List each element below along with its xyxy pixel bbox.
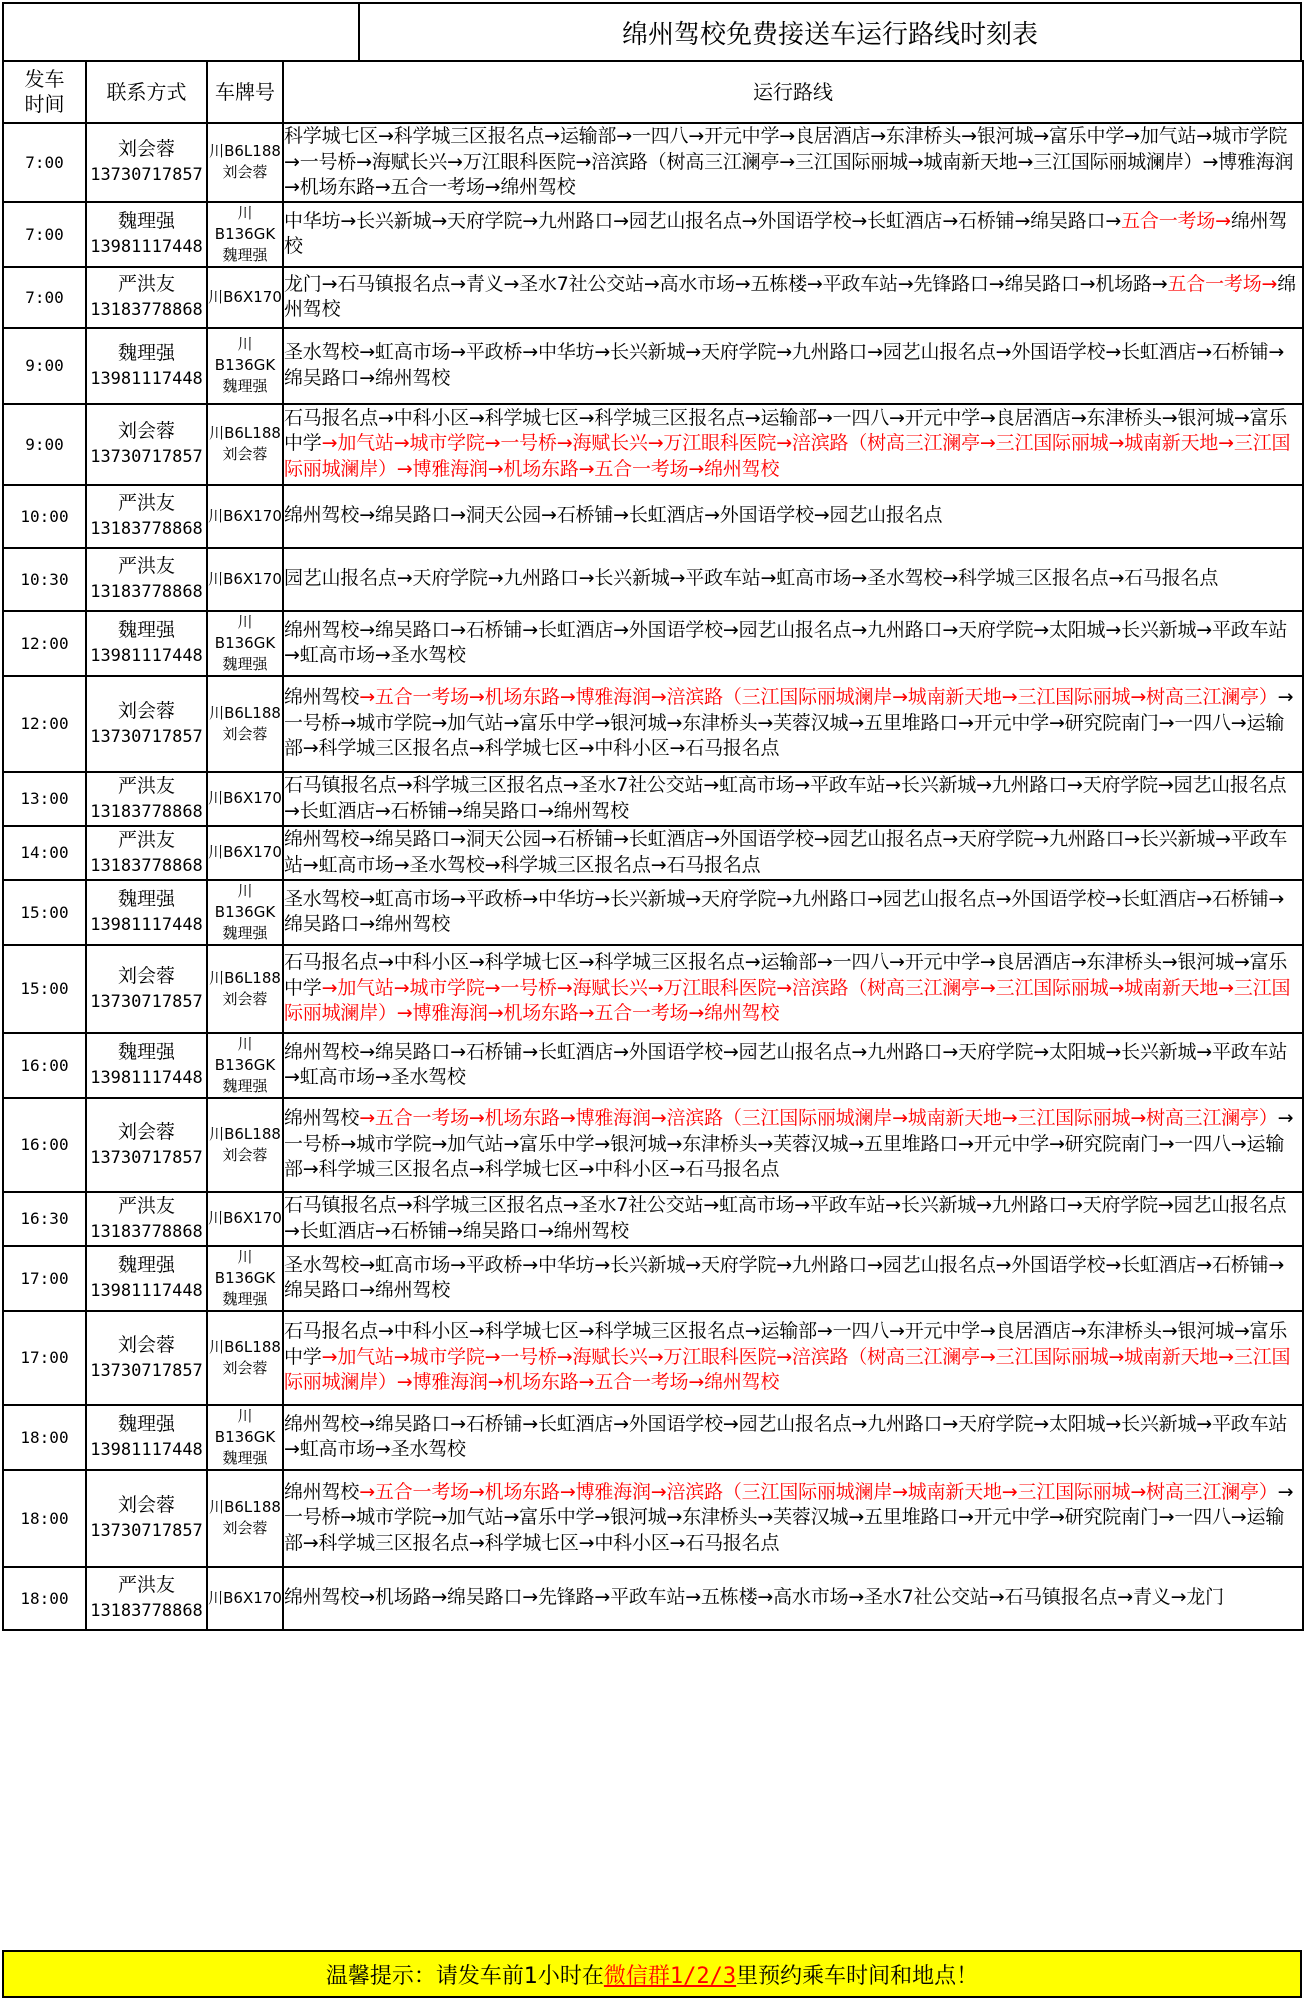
plate-number: 川B6X170 [208, 843, 282, 861]
route-segment: 圣水驾校→虹高市场→平政桥→中华坊→长兴新城→天府学院→九州路口→园艺山报名点→外国语学校→长虹酒店→石桥铺→绵吴路口→绵州驾校 [284, 887, 1285, 935]
plate-number: 川B6L188 [209, 1337, 281, 1356]
plate-number: 川B6L188 [209, 424, 281, 442]
driver-name: 魏理强 [117, 619, 175, 641]
route-cell [283, 202, 1303, 267]
plate-driver-name: 刘会蓉 [222, 163, 268, 182]
route-segment: 石马报名点→中科小区→科学城七区→科学城三区报名点→运输部→一四八→开元中学→良居酒店→东津桥头→银河城→富乐中学 [284, 1320, 1288, 1368]
plate-number: 川B6X170 [208, 569, 282, 588]
plate-driver-name: 刘会蓉 [222, 724, 268, 743]
plate-number: 川B6L188 [209, 703, 281, 722]
header-route: 运行路线 [283, 61, 1303, 123]
plate-cell [207, 880, 283, 945]
plate-driver-name: 魏理强 [222, 1448, 268, 1467]
departure-time: 16:30 [3, 1192, 86, 1246]
driver-name: 严洪友 [117, 555, 175, 577]
contact-cell [86, 1567, 207, 1630]
route-cell [283, 548, 1303, 611]
contact-cell [86, 123, 207, 202]
plate-cell [207, 611, 283, 676]
route-segment: →一号桥→城市学院→加气站→富乐中学→银河城→东津桥头→芙蓉汉城→五里堆路口→开元中学→研究院南门→一四八→运输部→科学城三区报名点→科学城七区→中科小区→石马报名点 [284, 1107, 1294, 1181]
departure-time: 10:00 [3, 485, 86, 548]
route-segment-highlighted: →五合一考场→机场东路→博雅海润→涪滨路（三江国际丽城澜岸→城南新天地→三江国际丽城→树高三江澜亭） [359, 686, 1278, 709]
table-row [3, 328, 1303, 404]
driver-phone: 13730717857 [90, 726, 203, 747]
plate-driver-name: 刘会蓉 [222, 989, 268, 1008]
driver-name: 严洪友 [117, 1574, 175, 1596]
plate-cell [207, 1567, 283, 1630]
driver-name: 严洪友 [117, 774, 175, 797]
driver-name: 刘会蓉 [117, 1120, 175, 1143]
driver-phone: 13730717857 [90, 1147, 203, 1168]
header-time: 发车 时间 [3, 61, 86, 123]
plate-number: 川B6L188 [209, 1124, 281, 1143]
departure-time: 17:00 [3, 1246, 86, 1311]
plate-number: 川B6X170 [208, 1588, 282, 1607]
plate-number: 川B6X170 [208, 789, 282, 807]
plate-number: 川B136GK [214, 335, 276, 374]
driver-phone: 13730717857 [90, 1521, 203, 1541]
footer-notice [2, 1950, 1302, 1998]
driver-name: 魏理强 [117, 1254, 175, 1276]
route-cell [283, 1192, 1303, 1246]
table-row [3, 676, 1303, 772]
contact-cell [86, 202, 207, 267]
departure-time: 10:30 [3, 548, 86, 611]
route-segment-highlighted: 五合一考场→ [1121, 209, 1231, 232]
driver-name: 刘会蓉 [117, 1494, 175, 1516]
plate-cell [207, 267, 283, 328]
plate-cell [207, 548, 283, 611]
plate-cell [207, 404, 283, 485]
driver-phone: 13730717857 [90, 447, 203, 467]
departure-time: 7:00 [3, 123, 86, 202]
route-segment: 龙门→石马镇报名点→青义→圣水7社公交站→高水市场→五栋楼→平政车站→先锋路口→绵吴路口→机场路→ [284, 272, 1168, 295]
driver-phone: 13183778868 [90, 519, 203, 539]
departure-time: 16:00 [3, 1098, 86, 1192]
title-blank-cell [4, 4, 360, 60]
route-segment-highlighted: →加气站→城市学院→一号桥→海赋长兴→万江眼科医院→涪滨路（树高三江澜亭→三江国际丽城→城南新天地→三江国际丽城澜岸）→博雅海润→机场东路→五合一考场→绵州驾校 [284, 432, 1291, 480]
departure-time: 14:00 [3, 826, 86, 880]
driver-name: 严洪友 [117, 828, 175, 851]
contact-cell [86, 1311, 207, 1405]
route-cell [283, 772, 1303, 826]
route-segment: 圣水驾校→虹高市场→平政桥→中华坊→长兴新城→天府学院→九州路口→园艺山报名点→外国语学校→长虹酒店→石桥铺→绵吴路口→绵州驾校 [284, 341, 1285, 389]
route-segment: 圣水驾校→虹高市场→平政桥→中华坊→长兴新城→天府学院→九州路口→园艺山报名点→外国语学校→长虹酒店→石桥铺→绵吴路口→绵州驾校 [284, 1253, 1285, 1301]
contact-cell [86, 548, 207, 611]
route-segment-highlighted: 五合一考场→ [1167, 272, 1278, 295]
route-segment: 绵州驾校 [284, 209, 1288, 257]
plate-cell [207, 1246, 283, 1311]
route-segment-highlighted: →五合一考场→机场东路→博雅海润→涪滨路（三江国际丽城澜岸→城南新天地→三江国际丽城→树高三江澜亭） [359, 1107, 1278, 1130]
departure-time: 9:00 [3, 328, 86, 404]
route-segment: 绵州驾校→绵吴路口→石桥铺→长虹酒店→外国语学校→园艺山报名点→九州路口→天府学院→太阳城→长兴新城→平政车站→虹高市场→圣水驾校 [284, 618, 1288, 666]
driver-name: 刘会蓉 [117, 964, 175, 987]
plate-driver-name: 刘会蓉 [222, 1519, 268, 1537]
table-row [3, 880, 1303, 945]
plate-number: 川B136GK [214, 1034, 276, 1074]
table-row [3, 1033, 1303, 1098]
plate-cell [207, 1405, 283, 1470]
contact-cell [86, 880, 207, 945]
driver-phone: 13183778868 [90, 300, 203, 320]
route-cell [283, 267, 1303, 328]
table-row [3, 772, 1303, 826]
plate-driver-name: 魏理强 [222, 654, 268, 673]
contact-cell [86, 1098, 207, 1192]
route-segment: 绵州驾校 [284, 1107, 360, 1130]
route-segment-highlighted: →五合一考场→机场东路→博雅海润→涪滨路（三江国际丽城澜岸→城南新天地→三江国际丽城→树高三江澜亭） [359, 1480, 1278, 1503]
route-cell [283, 1098, 1303, 1192]
route-cell [283, 123, 1303, 202]
route-segment: →一号桥→城市学院→加气站→富乐中学→银河城→东津桥头→芙蓉汉城→五里堆路口→开元中学→研究院南门→一四八→运输部→科学城三区报名点→科学城七区→中科小区→石马报名点 [284, 686, 1294, 760]
plate-cell [207, 945, 283, 1033]
table-row [3, 485, 1303, 548]
table-row [3, 1311, 1303, 1405]
contact-cell [86, 404, 207, 485]
header-plate: 车牌号 [207, 61, 283, 123]
contact-cell [86, 1405, 207, 1470]
driver-name: 刘会蓉 [117, 1333, 175, 1356]
footer-suffix: 里预约乘车时间和地点！ [736, 1963, 979, 1989]
driver-phone: 13183778868 [90, 1221, 203, 1242]
driver-name: 魏理强 [117, 341, 175, 364]
driver-phone: 13981117448 [90, 915, 203, 935]
plate-cell [207, 328, 283, 404]
plate-cell [207, 772, 283, 826]
driver-phone: 13981117448 [90, 1440, 203, 1460]
contact-cell [86, 485, 207, 548]
table-row [3, 945, 1303, 1033]
contact-cell [86, 1192, 207, 1246]
route-cell [283, 1470, 1303, 1567]
plate-number: 川B136GK [214, 1247, 276, 1287]
route-cell [283, 328, 1303, 404]
plate-number: 川B136GK [214, 881, 276, 921]
contact-cell [86, 328, 207, 404]
plate-cell [207, 1098, 283, 1192]
driver-name: 严洪友 [117, 1194, 175, 1217]
header-contact: 联系方式 [86, 61, 207, 123]
route-segment-highlighted: →加气站→城市学院→一号桥→海赋长兴→万江眼科医院→涪滨路（树高三江澜亭→三江国际丽城→城南新天地→三江国际丽城澜岸）→博雅海润→机场东路→五合一考场→绵州驾校 [284, 1345, 1291, 1394]
plate-number: 川B6X170 [208, 287, 282, 306]
driver-phone: 13981117448 [90, 368, 203, 389]
plate-driver-name: 魏理强 [222, 245, 268, 264]
route-cell [283, 945, 1303, 1033]
driver-name: 严洪友 [117, 492, 175, 514]
departure-time: 12:00 [3, 611, 86, 676]
route-cell [283, 404, 1303, 485]
timetable-sheet [2, 2, 1302, 1998]
contact-cell [86, 1470, 207, 1567]
table-row [3, 1405, 1303, 1470]
plate-driver-name: 刘会蓉 [222, 445, 268, 463]
driver-phone: 13183778868 [90, 855, 203, 876]
departure-time: 15:00 [3, 945, 86, 1033]
route-cell [283, 1246, 1303, 1311]
contact-cell [86, 945, 207, 1033]
footer-prefix: 温馨提示：请发车前1小时在 [325, 1963, 604, 1989]
plate-cell [207, 826, 283, 880]
driver-name: 魏理强 [117, 888, 175, 910]
plate-driver-name: 魏理强 [222, 1289, 268, 1308]
driver-phone: 13730717857 [90, 1360, 203, 1381]
route-cell [283, 880, 1303, 945]
table-row [3, 404, 1303, 485]
plate-driver-name: 魏理强 [222, 923, 268, 942]
plate-number: 川B6L188 [209, 968, 281, 987]
header-row [3, 61, 1303, 123]
route-segment: 石马镇报名点→科学城三区报名点→圣水7社公交站→虹高市场→平政车站→长兴新城→九州路口→天府学院→园艺山报名点→长虹酒店→石桥铺→绵吴路口→绵州驾校 [284, 774, 1287, 822]
schedule-table [2, 60, 1304, 1631]
table-row [3, 1567, 1303, 1630]
route-cell [283, 1567, 1303, 1630]
driver-name: 刘会蓉 [117, 699, 175, 722]
contact-cell [86, 1246, 207, 1311]
plate-number: 川B136GK [214, 612, 276, 652]
table-row [3, 548, 1303, 611]
departure-time: 15:00 [3, 880, 86, 945]
route-segment: 园艺山报名点→天府学院→九州路口→长兴新城→平政车站→虹高市场→圣水驾校→科学城三区报名点→石马报名点 [284, 567, 1219, 590]
plate-driver-name: 魏理强 [222, 377, 268, 395]
plate-number: 川B6X170 [208, 506, 282, 525]
route-cell [283, 676, 1303, 772]
page-title: 绵州驾校免费接送车运行路线时刻表 [621, 19, 1038, 50]
table-row [3, 826, 1303, 880]
contact-cell [86, 1033, 207, 1098]
table-row [3, 267, 1303, 328]
contact-cell [86, 772, 207, 826]
route-cell [283, 1033, 1303, 1098]
departure-time: 16:00 [3, 1033, 86, 1098]
table-row [3, 611, 1303, 676]
plate-cell [207, 1311, 283, 1405]
plate-cell [207, 1192, 283, 1246]
route-cell [283, 1405, 1303, 1470]
contact-cell [86, 611, 207, 676]
plate-number: 川B6X170 [208, 1209, 282, 1227]
plate-cell [207, 485, 283, 548]
route-segment: 绵州驾校 [284, 686, 360, 709]
driver-phone: 13730717857 [90, 165, 203, 186]
driver-phone: 13981117448 [90, 1281, 203, 1301]
departure-time: 7:00 [3, 267, 86, 328]
table-row [3, 123, 1303, 202]
plate-driver-name: 魏理强 [222, 1076, 268, 1095]
plate-cell [207, 676, 283, 772]
driver-phone: 13183778868 [90, 801, 203, 822]
route-segment: 石马镇报名点→科学城三区报名点→圣水7社公交站→虹高市场→平政车站→长兴新城→九州路口→天府学院→园艺山报名点→长虹酒店→石桥铺→绵吴路口→绵州驾校 [284, 1194, 1287, 1242]
schedule-body [3, 123, 1303, 1630]
plate-number: 川B6L188 [209, 1498, 281, 1516]
contact-cell [86, 676, 207, 772]
driver-phone: 13730717857 [90, 991, 203, 1012]
driver-name: 魏理强 [117, 1041, 175, 1063]
title-bar [2, 2, 1302, 62]
departure-time: 18:00 [3, 1470, 86, 1567]
departure-time: 18:00 [3, 1405, 86, 1470]
departure-time: 13:00 [3, 772, 86, 826]
driver-name: 魏理强 [117, 1413, 175, 1435]
contact-cell [86, 267, 207, 328]
driver-name: 严洪友 [117, 273, 175, 295]
route-segment: →一号桥→城市学院→加气站→富乐中学→银河城→东津桥头→芙蓉汉城→五里堆路口→开元中学→研究院南门→一四八→运输部→科学城三区报名点→科学城七区→中科小区→石马报名点 [284, 1480, 1294, 1554]
departure-time: 7:00 [3, 202, 86, 267]
contact-cell [86, 826, 207, 880]
driver-phone: 13981117448 [90, 1068, 203, 1088]
plate-number: 川B136GK [214, 1406, 276, 1446]
route-segment: 科学城七区→科学城三区报名点→运输部→一四八→开元中学→良居酒店→东津桥头→银河城→富乐中学→加气站→城市学院→一号桥→海赋长兴→万江眼科医院→涪滨路（树高三江澜亭→三江国际丽城→城南新天地→三江国际丽城澜岸）→博雅海润→机场东路→五合一考场→绵州驾校 [284, 125, 1294, 198]
route-segment: 石马报名点→中科小区→科学城七区→科学城三区报名点→运输部→一四八→开元中学→良居酒店→东津桥头→银河城→富乐中学 [284, 951, 1288, 999]
plate-cell [207, 1033, 283, 1098]
driver-phone: 13981117448 [90, 646, 203, 666]
departure-time: 17:00 [3, 1311, 86, 1405]
driver-name: 刘会蓉 [117, 420, 175, 442]
route-segment: 绵州驾校 [284, 1480, 360, 1503]
plate-driver-name: 刘会蓉 [222, 1358, 268, 1377]
driver-name: 刘会蓉 [117, 138, 175, 161]
wechat-group-link[interactable]: 微信群1/2/3 [603, 1963, 737, 1989]
table-row [3, 1192, 1303, 1246]
route-segment: 石马报名点→中科小区→科学城七区→科学城三区报名点→运输部→一四八→开元中学→良居酒店→东津桥头→银河城→富乐中学 [284, 406, 1288, 455]
plate-number: 川B6L188 [209, 142, 281, 161]
table-row [3, 1098, 1303, 1192]
route-cell [283, 1311, 1303, 1405]
route-segment: 绵州驾校 [284, 272, 1297, 320]
route-cell [283, 611, 1303, 676]
table-row [3, 1470, 1303, 1567]
departure-time: 18:00 [3, 1567, 86, 1630]
table-row [3, 1246, 1303, 1311]
route-segment: 绵州驾校→绵吴路口→洞天公园→石桥铺→长虹酒店→外国语学校→园艺山报名点→天府学院→九州路口→长兴新城→平政车站→虹高市场→圣水驾校→科学城三区报名点→石马报名点 [284, 828, 1288, 876]
route-segment: 绵州驾校→绵吴路口→石桥铺→长虹酒店→外国语学校→园艺山报名点→九州路口→天府学院→太阳城→长兴新城→平政车站→虹高市场→圣水驾校 [284, 1412, 1288, 1460]
plate-number: 川B136GK [214, 203, 276, 243]
driver-phone: 13183778868 [90, 582, 203, 602]
plate-cell [207, 123, 283, 202]
driver-phone: 13183778868 [90, 1601, 203, 1621]
route-segment: 绵州驾校→绵吴路口→洞天公园→石桥铺→长虹酒店→外国语学校→园艺山报名点 [284, 504, 943, 527]
route-segment: 绵州驾校→机场路→绵吴路口→先锋路→平政车站→五栋楼→高水市场→圣水7社公交站→石马镇报名点→青义→龙门 [284, 1586, 1224, 1609]
table-row [3, 202, 1303, 267]
plate-cell [207, 1470, 283, 1567]
plate-cell [207, 202, 283, 267]
route-segment: 绵州驾校→绵吴路口→石桥铺→长虹酒店→外国语学校→园艺山报名点→九州路口→天府学院→太阳城→长兴新城→平政车站→虹高市场→圣水驾校 [284, 1040, 1288, 1088]
departure-time: 9:00 [3, 404, 86, 485]
departure-time: 12:00 [3, 676, 86, 772]
plate-driver-name: 刘会蓉 [222, 1145, 268, 1164]
driver-name: 魏理强 [117, 210, 175, 232]
route-segment-highlighted: →加气站→城市学院→一号桥→海赋长兴→万江眼科医院→涪滨路（树高三江澜亭→三江国际丽城→城南新天地→三江国际丽城澜岸）→博雅海润→机场东路→五合一考场→绵州驾校 [284, 976, 1291, 1025]
route-segment: 中华坊→长兴新城→天府学院→九州路口→园艺山报名点→外国语学校→长虹酒店→石桥铺→绵吴路口→ [284, 209, 1122, 232]
route-cell [283, 826, 1303, 880]
driver-phone: 13981117448 [90, 237, 203, 257]
route-cell [283, 485, 1303, 548]
